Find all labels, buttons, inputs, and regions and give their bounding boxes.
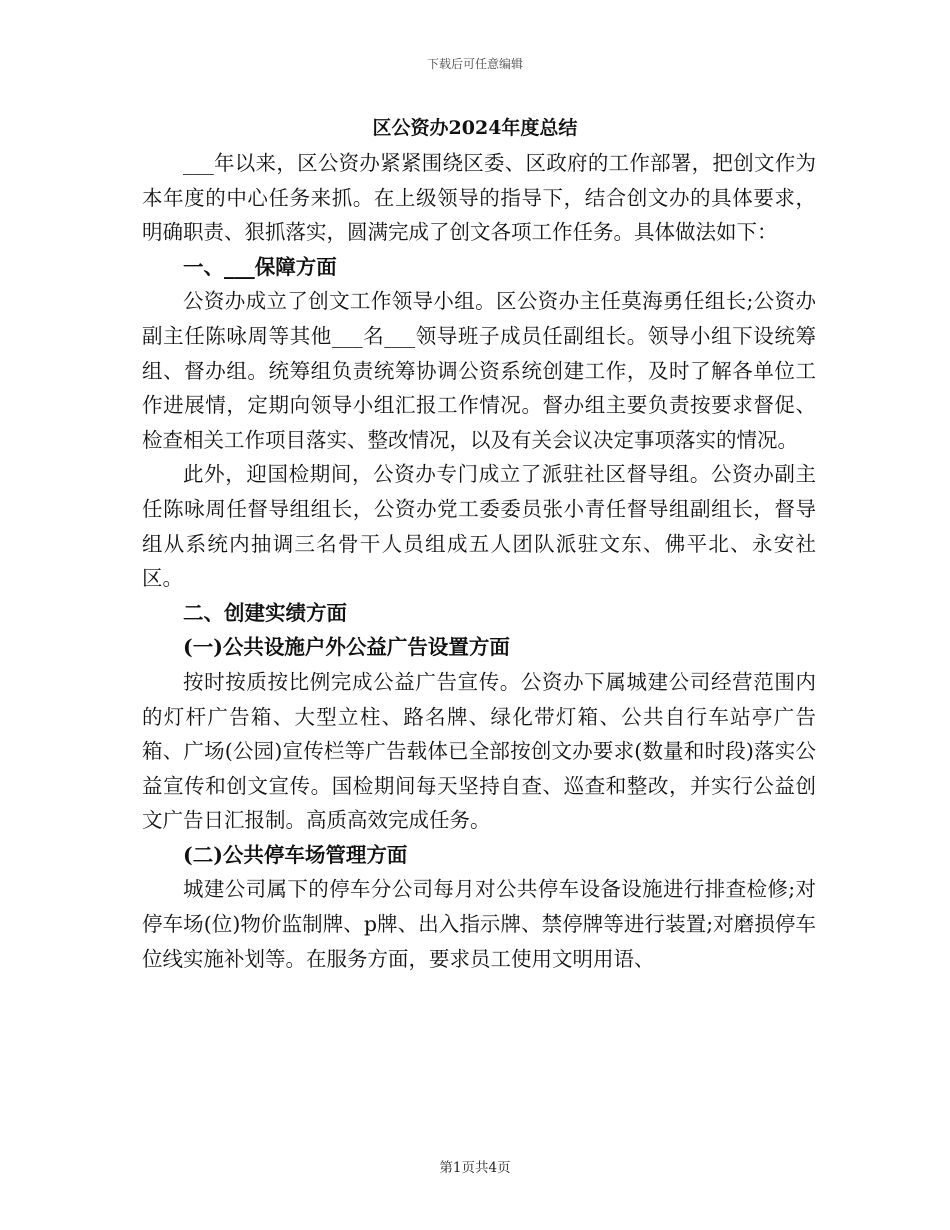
body-paragraph: 城建公司属下的停车分公司每月对公共停车设备设施进行排查检修;对停车场(位)物价监制牌、p牌、出入指示牌、禁停牌等进行装置;对磨损停车位线实施补划等。在服务方面，要求员工使用文明用语、 <box>142 877 816 971</box>
section-heading-1: 一、___保障方面 <box>183 254 337 279</box>
document-title: 区公资办2024年度总结 <box>372 117 578 139</box>
body-paragraph: 此外，迎国检期间，公资办专门成立了派驻社区督导组。公资办副主任陈咏周任督导组组长，公资办党工委委员张小青任督导组副组长，督导组从系统内抽调三名骨干人员组成五人团队派驻文东、佛平北、永安社区。 <box>142 462 816 591</box>
subsection-heading-2: (二)公共停车场管理方面 <box>183 842 408 867</box>
body-paragraph: 按时按质按比例完成公益广告宣传。公资办下属城建公司经营范围内的灯杆广告箱、大型立柱、路名牌、绿化带灯箱、公共自行车站亭广告箱、广场(公园)宣传栏等广告载体已全部按创文办要求(数量和时段)落实公益宣传和创文宣传。国检期间每天坚持自查、巡查和整改，并实行公益创文广告日汇报制。高质高效完成任务。 <box>142 669 816 833</box>
section-heading-2: 二、创建实绩方面 <box>183 600 347 625</box>
page-footer-info: 第1页共4页 <box>439 1160 511 1176</box>
document-body <box>142 146 816 976</box>
subsection-heading-1: (一)公共设施户外公益广告设置方面 <box>183 635 510 660</box>
intro-paragraph: ___年以来，区公资办紧紧围绕区委、区政府的工作部署，把创文作为本年度的中心任务来抓。在上级领导的指导下，结合创文办的具体要求，明确职责、狠抓落实，圆满完成了创文各项工作任务。具体做法如下： <box>142 151 816 245</box>
body-paragraph: 公资办成立了创文工作领导小组。区公资办主任莫海勇任组长;公资办副主任陈咏周等其他___名___领导班子成员任副组长。领导小组下设统筹组、督办组。统筹组负责统筹协调公资系统创建工作，及时了解各单位工作进展情，定期向领导小组汇报工作情况。督办组主要负责按要求督促、检查相关工作项目落实、整改情况，以及有关会议决定事项落实的情况。 <box>142 289 816 452</box>
page-header-note: 下载后可任意编辑 <box>426 57 523 71</box>
